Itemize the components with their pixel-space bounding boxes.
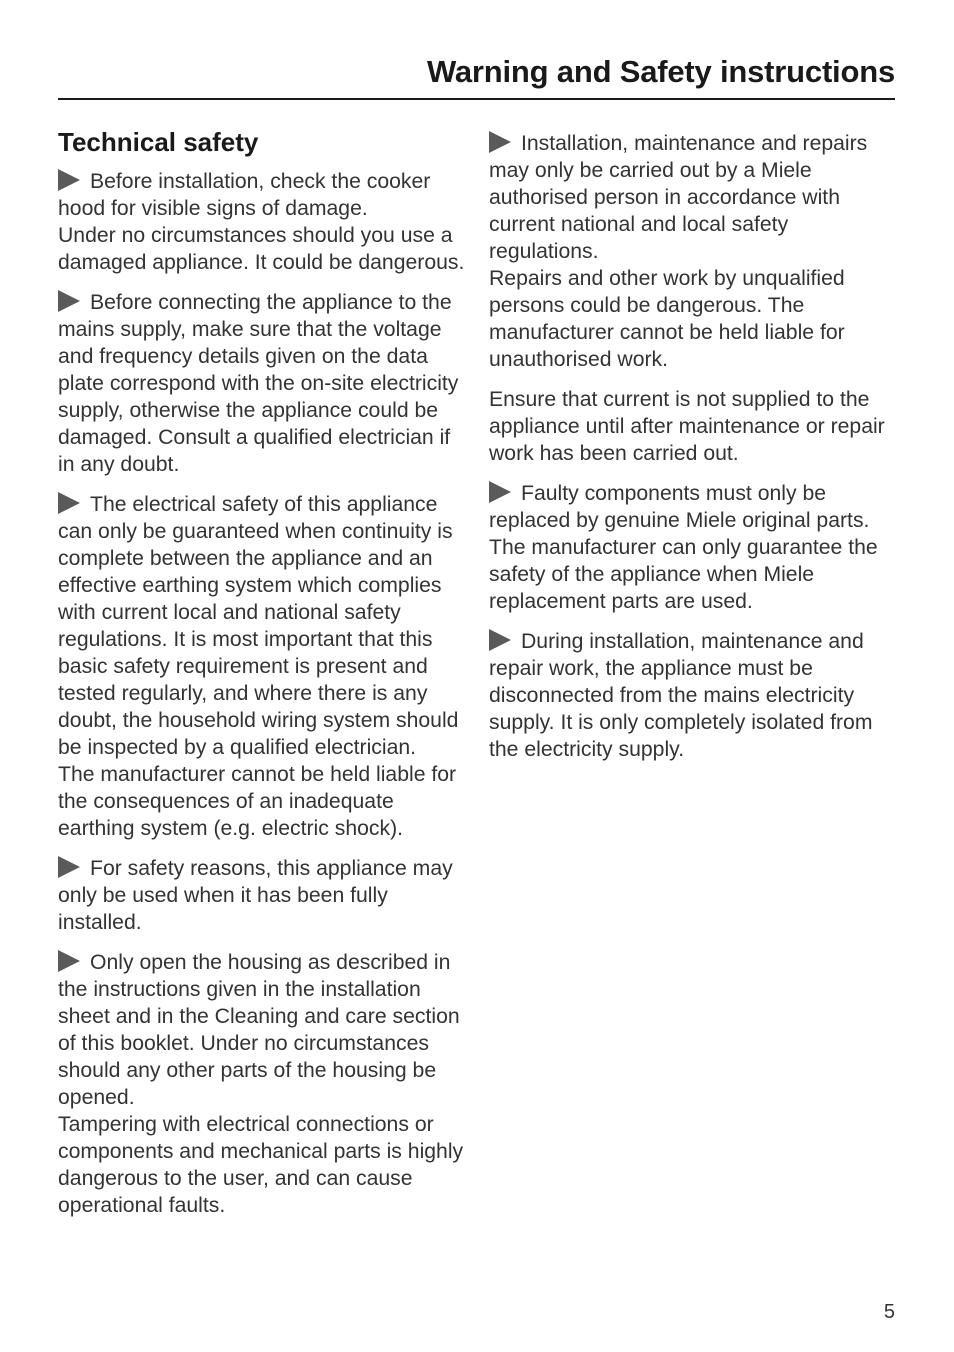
safety-instruction — [58, 949, 466, 1219]
safety-instruction — [489, 628, 899, 763]
arrow-right-icon — [489, 629, 511, 651]
page-header — [58, 50, 895, 100]
arrow-right-icon — [58, 856, 80, 878]
instruction-text: Faulty components must only be replaced by genuine Miele original parts. The manufacturer can only guarantee the safety of the appliance when Miele replacement parts are used. — [489, 482, 878, 613]
safety-instruction — [58, 168, 466, 276]
safety-instruction — [58, 491, 466, 842]
arrow-right-icon — [58, 950, 80, 972]
instruction-text: The electrical safety of this appliance can only be guaranteed when continuity is complete between the appliance and an effective earthing system which complies with current local and national safety regulations. It is most important that this basic safety requirement is present and tested regularly, and where there is any doubt, the household wiring system should be inspected by a qualified electrician. The manufacturer cannot be held liable for the consequences of an inadequate earthing system (e.g. electric shock). — [58, 493, 459, 840]
instruction-text: Before connecting the appliance to the mains supply, make sure that the voltage and frequency details given on the data plate correspond with the on-site electricity supply, otherwise the appliance could be damaged. Consult a qualified electrician if in any doubt. — [58, 291, 459, 476]
instruction-text: Ensure that current is not supplied to the appliance until after maintenance or repair work has been carried out. — [489, 388, 885, 465]
arrow-right-icon — [58, 492, 80, 514]
instruction-text: Only open the housing as described in the instructions given in the installation sheet and in the Cleaning and care section of this booklet. Under no circumstances should any other parts of the housing be opened. Tampering with electrical connections or components and mechanical parts is highly dangerous to the user, and can cause operational faults. — [58, 951, 464, 1217]
page-number: 5 — [883, 1301, 895, 1323]
safety-instruction — [489, 480, 899, 615]
safety-instruction — [58, 855, 466, 936]
safety-instruction — [489, 130, 899, 373]
arrow-right-icon — [489, 131, 511, 153]
safety-instruction — [58, 289, 466, 478]
instruction-text: Installation, maintenance and repairs may only be carried out by a Miele authorised person in accordance with current national and local safety regulations. Repairs and other work by unqualified persons could be dangerous. The manufacturer cannot be held liable for unauthorised work. — [489, 132, 868, 371]
arrow-right-icon — [489, 481, 511, 503]
right-column — [489, 130, 899, 763]
instruction-text: Before installation, check the cooker hood for visible signs of damage. Under no circumstances should you use a damaged appliance. It could be dangerous. — [58, 170, 465, 274]
left-column — [58, 128, 466, 1219]
instruction-text: During installation, maintenance and repair work, the appliance must be disconnected from the mains electricity supply. It is only completely isolated from the electricity supply. — [489, 630, 873, 761]
arrow-right-icon — [58, 290, 80, 312]
section-heading-technical-safety: Technical safety — [58, 127, 259, 157]
arrow-right-icon — [58, 169, 80, 191]
page-title: Warning and Safety instructions — [426, 54, 895, 89]
instruction-text: For safety reasons, this appliance may only be used when it has been fully installed. — [58, 857, 453, 934]
safety-note — [489, 386, 899, 467]
